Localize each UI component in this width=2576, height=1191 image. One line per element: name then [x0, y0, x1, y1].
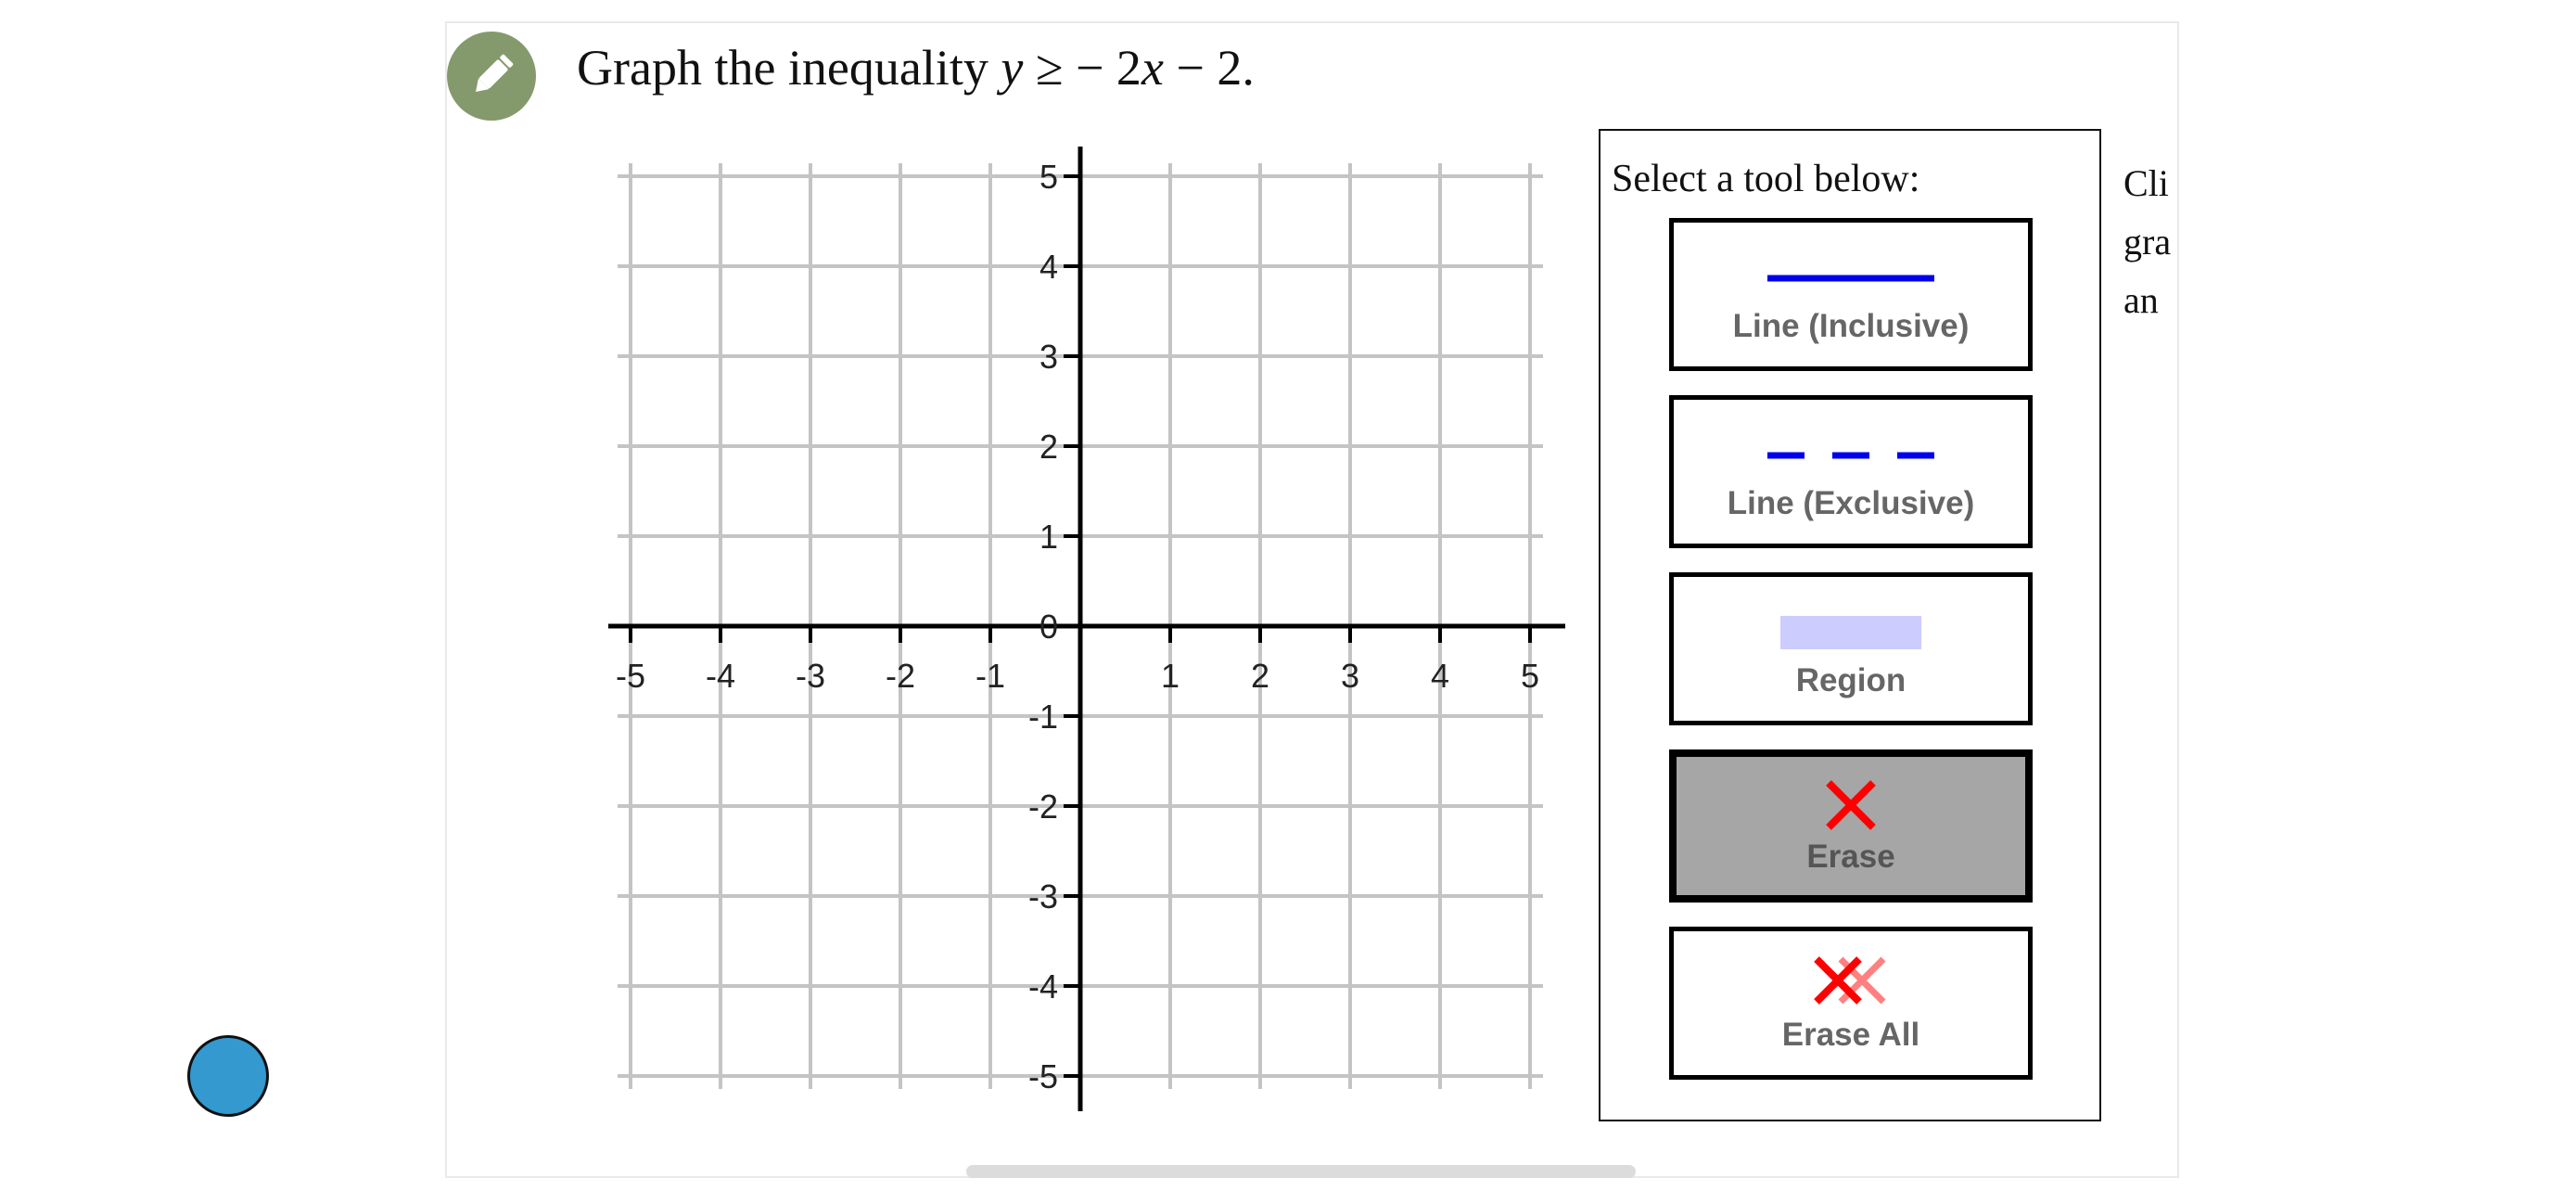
y-tick-label: 1 [1039, 518, 1058, 556]
tool-label: Region [1795, 662, 1906, 698]
tool-label: Erase [1806, 839, 1895, 875]
x-tick-label: -4 [705, 657, 736, 695]
edit-badge[interactable] [447, 32, 536, 121]
x-tick-label: 2 [1250, 657, 1270, 695]
horizontal-scrollbar[interactable] [966, 1165, 1636, 1178]
tool-panel-title: Select a tool below: [1612, 158, 1920, 200]
y-tick-label: -3 [1027, 877, 1058, 916]
question-text [577, 39, 1255, 96]
x-tick-label: 4 [1430, 657, 1450, 695]
x-tick-label: -2 [885, 657, 916, 695]
math-variable-y: y [1001, 40, 1024, 96]
dashed-line-icon [1674, 435, 2028, 476]
x-tick-label: 1 [1160, 657, 1180, 695]
erase-all-button[interactable] [1669, 927, 2033, 1080]
floating-action-button[interactable] [187, 1035, 269, 1117]
y-tick-label: 3 [1039, 338, 1058, 376]
x-tick-label: -5 [615, 657, 646, 695]
y-tick-label: -4 [1027, 967, 1058, 1005]
region-icon [1674, 612, 2028, 653]
instructions-line: gra [2123, 221, 2172, 263]
tool-label: Line (Exclusive) [1727, 485, 1975, 521]
erase-icon [1677, 777, 2025, 833]
solid-line-icon [1674, 258, 2028, 299]
tool-panel [1599, 129, 2101, 1121]
y-tick-label: 0 [1039, 608, 1058, 646]
erase-button[interactable] [1669, 749, 2033, 903]
graph-canvas[interactable] [593, 147, 1576, 1121]
math-variable-x: x [1141, 40, 1164, 96]
y-tick-label: 5 [1039, 158, 1058, 196]
instructions-text [2123, 154, 2171, 329]
x-tick-label: 3 [1340, 657, 1360, 695]
y-tick-label: 2 [1039, 428, 1058, 466]
question-prefix: Graph the inequality [577, 40, 1001, 96]
tool-label: Erase All [1781, 1017, 1920, 1053]
y-tick-label: -1 [1027, 698, 1058, 736]
y-tick-label: -2 [1027, 788, 1058, 826]
region-button[interactable] [1669, 572, 2033, 725]
x-tick-label: -3 [795, 657, 826, 695]
y-tick-label: 4 [1039, 248, 1058, 286]
y-tick-label: -5 [1027, 1057, 1058, 1095]
coordinate-graph[interactable] [593, 147, 1576, 1121]
tool-label: Line (Inclusive) [1732, 308, 1970, 344]
x-tick-label: -1 [975, 657, 1006, 695]
line-inclusive-button[interactable] [1669, 218, 2033, 371]
pencil-icon [464, 48, 519, 104]
instructions-line: Cli [2123, 162, 2169, 204]
math-relation: ≥ − 2 [1023, 40, 1141, 96]
x-tick-label: 5 [1520, 657, 1540, 695]
math-tail: − 2. [1163, 40, 1255, 96]
erase-all-icon [1674, 952, 2028, 1007]
instructions-line: an [2123, 279, 2159, 321]
line-exclusive-button[interactable] [1669, 395, 2033, 548]
